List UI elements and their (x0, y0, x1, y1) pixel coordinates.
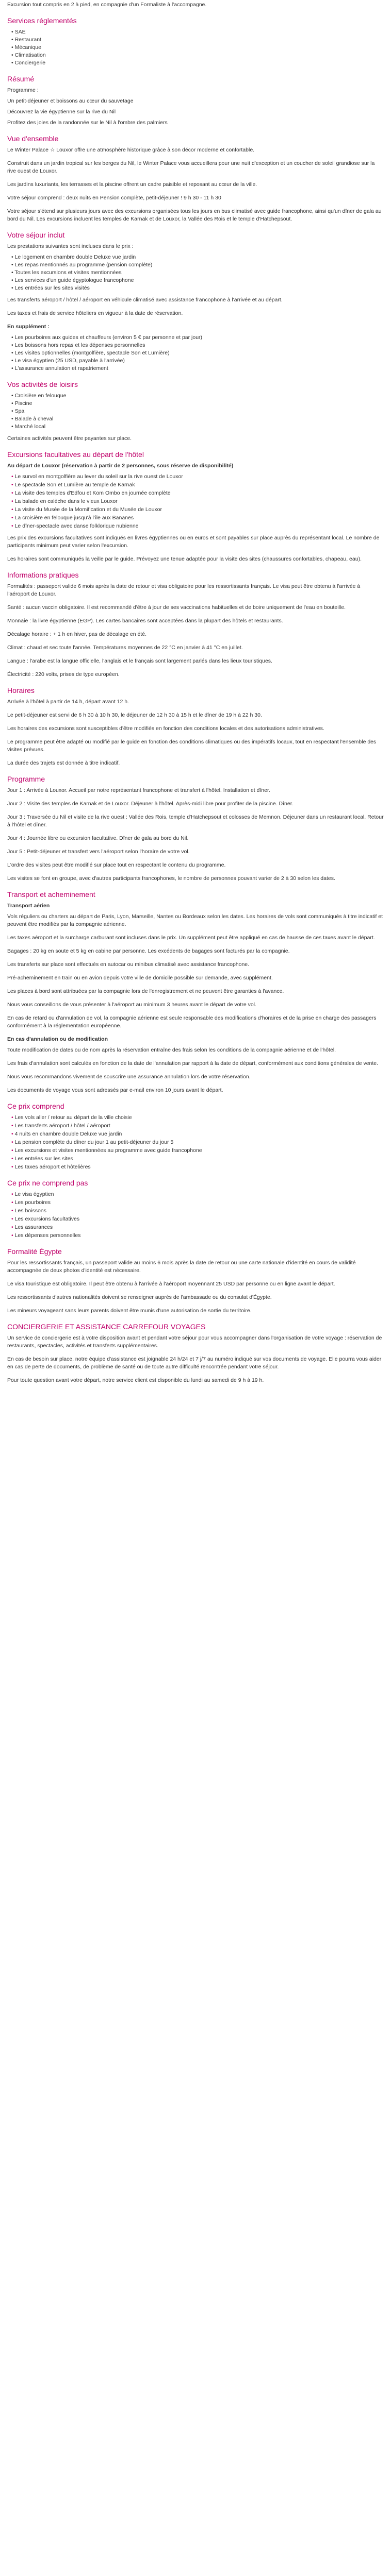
program-title: Programme (7, 775, 45, 783)
formalities-paragraph: Pour les ressortissants français, un passeport valide au moins 6 mois après la date de retour ou une carte nationale d'identité en cours de validité accompagnée de deux photos d'identité est nécessaire. (7, 1260, 356, 1274)
optional-excursions-title: Excursions facultatives au départ de l'hôtel (7, 450, 144, 459)
formalities-paragraph: Les mineurs voyageant sans leurs parents doivent être munis d'une autorisation de sortie du territoire. (7, 1308, 252, 1314)
concierge-paragraph: Un service de conciergerie est à votre disposition avant et pendant votre séjour pour vous accompagner dans l'organisation de votre voyage : réservation de restaurants, spectacles, activités et transferts supplémentaires. (7, 1335, 382, 1349)
price-includes-section (7, 1101, 384, 1171)
program-paragraph: L'ordre des visites peut être modifié sur place tout en respectant le contenu du programme. (7, 862, 226, 868)
transport-paragraph: Vols réguliers ou charters au départ de Paris, Lyon, Marseille, Nantes ou Bordeaux selon les dates. Les horaires de vols sont communiqués à titre indicatif et peuvent être modifiés par la compagnie aérienne. (7, 913, 383, 927)
optional-excursions-paragraph: Les horaires sont communiqués la veille par le guide. Prévoyez une tenue adaptée pour la visite des sites (chaussures confortables, chapeau, eau). (7, 556, 362, 562)
resume-line: Un petit-déjeuner et boissons au cœur du sauvetage (7, 98, 134, 104)
list-item: • Les assurances (11, 1224, 384, 1231)
list-item: • Les entrées sur les sites visités (11, 284, 384, 292)
overview-paragraph: Les jardins luxuriants, les terrasses et la piscine offrent un cadre paisible et reposant au cœur de la ville. (7, 181, 257, 188)
concierge-title: CONCIERGERIE ET ASSISTANCE CARREFOUR VOYAGES (7, 1323, 206, 1331)
list-item: • Les vols aller / retour au départ de la ville choisie (11, 1114, 384, 1122)
list-item: • Spa (11, 408, 384, 415)
activities-title: Vos activités de loisirs (7, 380, 78, 388)
optional-excursions-subtitle: Au départ de Louxor (réservation à partir de 2 personnes, sous réserve de disponibilité) (7, 463, 234, 469)
list-item: • Les dépenses personnelles (11, 1232, 384, 1240)
included-title: Votre séjour inclut (7, 231, 65, 239)
overview-title: Vue d'ensemble (7, 134, 59, 143)
list-item: • La visite des temples d'Edfou et Kom Ombo en journée complète (11, 489, 384, 497)
schedule-paragraph: La durée des trajets est donnée à titre indicatif. (7, 760, 120, 766)
transport-extra-paragraph: Toute modification de dates ou de nom après la réservation entraîne des frais selon les conditions de la compagnie aérienne et de l'hôtel. (7, 1047, 336, 1053)
formalities-paragraph: Le visa touristique est obligatoire. Il peut être obtenu à l'arrivée à l'aéroport moyennant 25 USD par personne ou en ligne avant le départ. (7, 1281, 335, 1287)
list-item: • Le dîner-spectacle avec danse folklorique nubienne (11, 522, 384, 530)
price-excludes-title: Ce prix ne comprend pas (7, 1179, 88, 1187)
practical-info-paragraph: Décalage horaire : + 1 h en hiver, pas de décalage en été. (7, 631, 146, 637)
resume-line: Profitez des joies de la randonnée sur le Nil à l'ombre des palmiers (7, 120, 168, 126)
list-item: • Toutes les excursions et visites mentionnées (11, 269, 384, 277)
practical-info-paragraph: Climat : chaud et sec toute l'année. Températures moyennes de 22 °C en janvier à 41 °C en juillet. (7, 645, 243, 651)
list-item: • Les taxes aéroport et hôtelières (11, 1163, 384, 1171)
resume-section (7, 74, 384, 127)
schedule-title: Horaires (7, 686, 35, 694)
list-item: • Les repas mentionnés au programme (pension complète) (11, 261, 384, 269)
transport-extra-paragraph: Les frais d'annulation sont calculés en fonction de la date de l'annulation par rapport à la date de départ, conformément aux conditions générales de vente. (7, 1060, 379, 1066)
activities-section (7, 380, 384, 443)
transport-extra-title: En cas d'annulation ou de modification (7, 1036, 108, 1042)
list-item: • Les boissons (11, 1207, 384, 1215)
included-intro: Les prestations suivantes sont incluses dans le prix : (7, 243, 134, 249)
practical-info-title: Informations pratiques (7, 571, 79, 579)
schedule-paragraph: Le petit-déjeuner est servi de 6 h 30 à 10 h 30, le déjeuner de 12 h 30 à 15 h et le dîner de 19 h à 22 h 30. (7, 712, 262, 718)
list-item: • Conciergerie (11, 59, 384, 67)
services-title: Services réglementés (7, 16, 77, 25)
schedule-paragraph: Arrivée à l'hôtel à partir de 14 h, départ avant 12 h. (7, 699, 129, 705)
services-list (7, 28, 384, 67)
list-item: • Les excursions facultatives (11, 1215, 384, 1223)
resume-line: Découvrez la vie égyptienne sur la rive du Nil (7, 109, 116, 115)
included-paragraph: Les transferts aéroport / hôtel / aéroport en véhicule climatisé avec assistance francophone à l'arrivée et au départ. (7, 297, 283, 303)
price-excludes-section (7, 1178, 384, 1240)
list-item: • Les visites optionnelles (montgolfière, spectacle Son et Lumière) (11, 349, 384, 357)
included-extra-list (7, 334, 384, 372)
included-list (7, 253, 384, 292)
program-day: Jour 3 : Traversée du Nil et visite de la rive ouest : Vallée des Rois, temple d'Hatchepsout et colosses de Memnon. Déjeuner dans un restaurant local. Retour à l'hôtel et dîner. (7, 814, 384, 828)
schedule-paragraph: Le programme peut être adapté ou modifié par le guide en fonction des conditions climatiques ou des impératifs locaux, tout en respectant l'ensemble des visites prévues. (7, 739, 377, 753)
list-item: • Piscine (11, 400, 384, 408)
concierge-paragraph: En cas de besoin sur place, notre équipe d'assistance est joignable 24 h/24 et 7 j/7 au numéro indiqué sur vos documents de voyage. Elle pourra vous aider en cas de perte de documents, de problème de santé ou de toute autre difficulté rencontrée pendant votre séjour. (7, 1356, 382, 1370)
practical-info-paragraph: Langue : l'arabe est la langue officielle, l'anglais et le français sont largement parlés dans les lieux touristiques. (7, 658, 272, 664)
list-item: • 4 nuits en chambre double Deluxe vue jardin (11, 1130, 384, 1138)
intro-text: Excursion tout compris en 2 à pied, en compagnie d'un Formaliste à l'accompagne. (7, 2, 207, 8)
concierge-section (7, 1322, 384, 1384)
included-extra-title: En supplément : (7, 324, 50, 330)
list-item: • La croisière en felouque jusqu'à l'île aux Bananes (11, 514, 384, 522)
included-section (7, 230, 384, 372)
included-paragraph: Les taxes et frais de service hôteliers en vigueur à la date de réservation. (7, 310, 183, 316)
list-item: • Les services d'un guide égyptologue francophone (11, 277, 384, 284)
list-item: • Les entrées sur les sites (11, 1155, 384, 1163)
program-section (7, 774, 384, 883)
program-day: Jour 2 : Visite des temples de Karnak et de Louxor. Déjeuner à l'hôtel. Après-midi libre pour profiter de la piscine. Dîner. (7, 801, 294, 807)
list-item: • Mécanique (11, 44, 384, 52)
concierge-paragraph: Pour toute question avant votre départ, notre service client est disponible du lundi au samedi de 9 h à 19 h. (7, 1377, 264, 1383)
practical-info-paragraph: Formalités : passeport valide 6 mois après la date de retour et visa obligatoire pour les ressortissants français. Le visa peut être obtenu à l'arrivée à l'aéroport de Louxor. (7, 583, 361, 597)
list-item: • La balade en calèche dans le vieux Louxor (11, 498, 384, 505)
price-includes-list (7, 1114, 384, 1171)
program-paragraph: Les visites se font en groupe, avec d'autres participants francophones, le nombre de personnes pouvant varier de 2 à 30 selon les dates. (7, 875, 335, 882)
list-item: • La pension complète du dîner du jour 1 au petit-déjeuner du jour 5 (11, 1139, 384, 1146)
practical-info-paragraph: Santé : aucun vaccin obligatoire. Il est recommandé d'être à jour de ses vaccinations habituelles et de boire uniquement de l'eau en bouteille. (7, 604, 346, 611)
list-item: • Le logement en chambre double Deluxe vue jardin (11, 253, 384, 261)
list-item: • Le survol en montgolfière au lever du soleil sur la rive ouest de Louxor (11, 473, 384, 481)
formalities-paragraph: Les ressortissants d'autres nationalités doivent se renseigner auprès de l'ambassade ou du consulat d'Égypte. (7, 1294, 272, 1300)
transport-subtitle: Transport aérien (7, 903, 50, 909)
overview-paragraph: Construit dans un jardin tropical sur les berges du Nil, le Winter Palace vous accueillera pour une nuit d'exception et un coucher de soleil grandiose sur la rive ouest de Louxor. (7, 160, 375, 174)
transport-paragraph: Les places à bord sont attribuées par la compagnie lors de l'enregistrement et ne peuvent être garanties à l'avance. (7, 988, 284, 994)
list-item: • Balade à cheval (11, 415, 384, 423)
list-item: • Les pourboires aux guides et chauffeurs (environ 5 € par personne et par jour) (11, 334, 384, 342)
program-day: Jour 5 : Petit-déjeuner et transfert vers l'aéroport selon l'horaire de votre vol. (7, 849, 190, 855)
practical-info-section (7, 570, 384, 679)
list-item: • Croisière en felouque (11, 392, 384, 400)
list-item: • L'assurance annulation et rapatriement (11, 365, 384, 372)
transport-paragraph: En cas de retard ou d'annulation de vol, la compagnie aérienne est seule responsable des modifications d'horaires et de la prise en charge des passagers conformément à la réglementation européenne. (7, 1015, 377, 1029)
formalities-section (7, 1247, 384, 1315)
resume-line: Programme : (7, 87, 39, 93)
overview-paragraph: Votre séjour comprend : deux nuits en Pension complète, petit-déjeuner ! 9 h 30 - 11 h 30 (7, 195, 221, 201)
services-section (7, 16, 384, 67)
practical-info-paragraph: Monnaie : la livre égyptienne (EGP). Les cartes bancaires sont acceptées dans la plupart des hôtels et restaurants. (7, 618, 283, 624)
list-item: • Restaurant (11, 36, 384, 44)
resume-title: Résumé (7, 75, 35, 83)
overview-section (7, 134, 384, 223)
list-item: • Marché local (11, 423, 384, 431)
activities-note: Certaines activités peuvent être payantes sur place. (7, 435, 132, 442)
transport-extra-paragraph: Les documents de voyage vous sont adressés par e-mail environ 10 jours avant le départ. (7, 1087, 223, 1093)
list-item: • Climatisation (11, 52, 384, 59)
program-day: Jour 1 : Arrivée à Louxor. Accueil par notre représentant francophone et transfert à l'hôtel. Installation et dîner. (7, 787, 270, 793)
program-day: Jour 4 : Journée libre ou excursion facultative. Dîner de gala au bord du Nil. (7, 835, 189, 841)
list-item: • Les pourboires (11, 1199, 384, 1207)
transport-paragraph: Nous vous conseillons de vous présenter à l'aéroport au minimum 3 heures avant le départ de votre vol. (7, 1002, 256, 1008)
price-excludes-list (7, 1191, 384, 1240)
transport-paragraph: Bagages : 20 kg en soute et 5 kg en cabine par personne. Les excédents de bagages sont facturés par la compagnie. (7, 948, 290, 954)
list-item: • Les excursions et visites mentionnées au programme avec guide francophone (11, 1147, 384, 1155)
overview-paragraph: Votre séjour s'étend sur plusieurs jours avec des excursions organisées tous les jours en bus climatisé avec guide francophone, ainsi qu'un dîner de gala au bord du Nil. Les excursions incluent les temples de Karnak et de Louxor, la Vallée des Rois et le temple d'Hatchepsout. (7, 208, 382, 222)
transport-title: Transport et acheminement (7, 890, 95, 899)
optional-excursions-section (7, 450, 384, 563)
transport-section (7, 890, 384, 1094)
practical-info-paragraph: Électricité : 220 volts, prises de type européen. (7, 671, 120, 677)
transport-paragraph: Pré-acheminement en train ou en avion depuis votre ville de domicile possible sur demande, avec supplément. (7, 975, 273, 981)
list-item: • Le visa égyptien (11, 1191, 384, 1198)
optional-excursions-paragraph: Les prix des excursions facultatives sont indiqués en livres égyptiennes ou en euros et sont payables sur place auprès du représentant local. Le nombre de participants minimum peut varier selon l'excursion. (7, 535, 380, 549)
list-item: • Le visa égyptien (25 USD, payable à l'arrivée) (11, 357, 384, 365)
schedule-paragraph: Les horaires des excursions sont susceptibles d'être modifiés en fonction des conditions locales et des autorisations administratives. (7, 725, 324, 732)
transport-extra-paragraph: Nous vous recommandons vivement de souscrire une assurance annulation lors de votre réservation. (7, 1074, 251, 1080)
optional-excursions-list (7, 473, 384, 530)
activities-list (7, 392, 384, 431)
list-item: • Le spectacle Son et Lumière au temple de Karnak (11, 481, 384, 489)
list-item: • SAE (11, 28, 384, 36)
list-item: • La visite du Musée de la Momification et du Musée de Louxor (11, 506, 384, 514)
formalities-title: Formalité Égypte (7, 1247, 62, 1256)
price-includes-title: Ce prix comprend (7, 1102, 64, 1110)
transport-paragraph: Les transferts sur place sont effectués en autocar ou minibus climatisé avec assistance francophone. (7, 961, 250, 968)
transport-paragraph: Les taxes aéroport et la surcharge carburant sont incluses dans le prix. Un supplément peut être appliqué en cas de hausse de ces taxes avant le départ. (7, 935, 375, 941)
list-item: • Les boissons hors repas et les dépenses personnelles (11, 342, 384, 349)
list-item: • Les transferts aéroport / hôtel / aéroport (11, 1122, 384, 1130)
schedule-section (7, 686, 384, 767)
overview-paragraph: Le Winter Palace ☆ Louxor offre une atmosphère historique grâce à son décor moderne et confortable. (7, 147, 255, 153)
